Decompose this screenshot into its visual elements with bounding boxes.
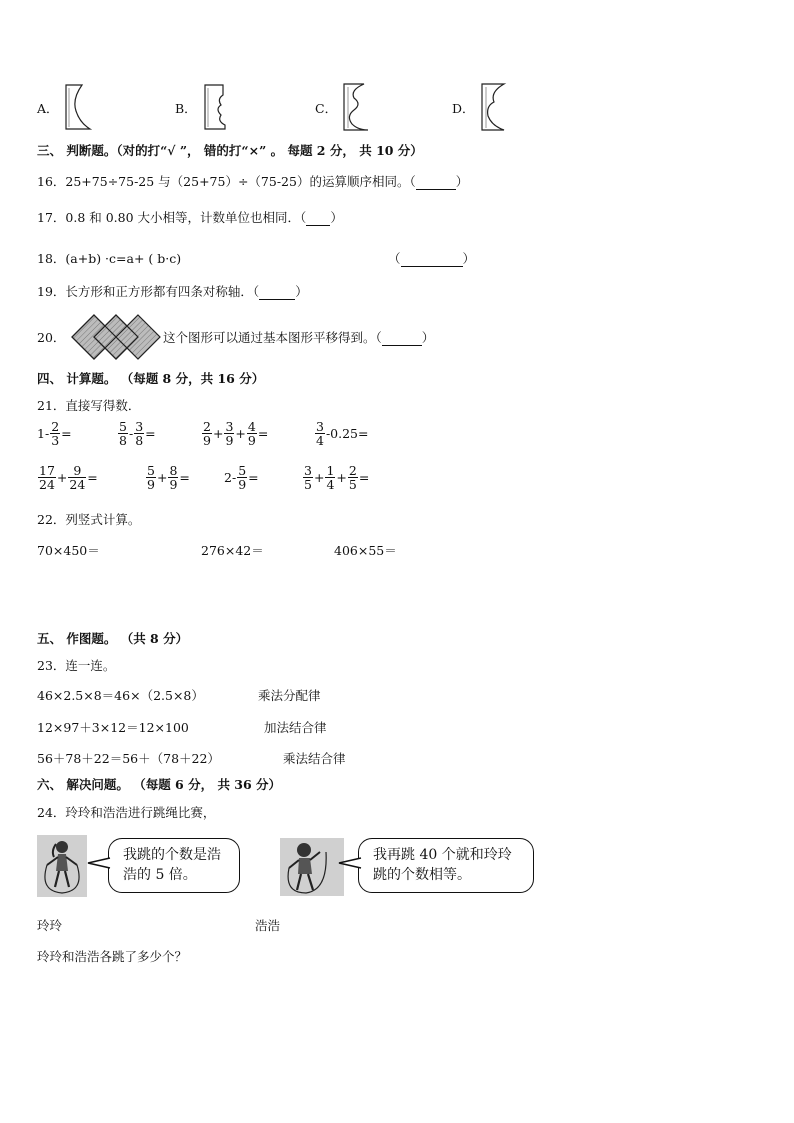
- fraction: $\frac{2}{9}$: [203, 419, 211, 449]
- calc-1-1: 1- $\frac{2}{3}$ =: [37, 419, 72, 449]
- fraction: $\frac{2}{5}$: [348, 463, 357, 493]
- fraction: $\frac{5}{8}$: [119, 419, 127, 449]
- question-24-prompt: 玲玲和浩浩各跳了多少个？: [37, 949, 188, 964]
- question-22-title: 22．列竖式计算。: [37, 512, 141, 527]
- fraction: $\frac{3}{5}$: [304, 463, 312, 493]
- answer-blank[interactable]: [382, 333, 422, 346]
- question-20: 这个图形可以通过基本图形平移得到。（ ）: [163, 330, 435, 345]
- option-b-figure: [203, 83, 231, 131]
- answer-blank[interactable]: [401, 254, 463, 267]
- fraction: $\frac{3}{9}$: [225, 419, 234, 449]
- fraction: $\frac{4}{9}$: [247, 419, 256, 449]
- option-b-label: B．: [175, 101, 197, 116]
- fraction: $\frac{2}{3}$: [51, 419, 60, 449]
- option-a-figure: [64, 83, 92, 131]
- calc-1-3: $\frac{2}{9}$ + $\frac{3}{9}$ + $\frac{4}{9}$ =: [203, 419, 269, 449]
- match-right-3[interactable]: 乘法结合律: [283, 751, 346, 766]
- match-left-2[interactable]: 12×97＋3×12＝12×100: [37, 720, 189, 735]
- section-5-title: 五、 作图题。 （共 8 分）: [37, 631, 189, 646]
- section-6-title: 六、 解决问题。 （每题 6 分， 共 36 分）: [37, 777, 282, 792]
- match-left-1[interactable]: 46×2.5×8＝46×（2.5×8）: [37, 688, 204, 703]
- fraction: $\frac{3}{4}$: [316, 419, 324, 449]
- fraction: $\frac{5}{9}$: [238, 463, 247, 493]
- option-d-label: D．: [452, 101, 475, 116]
- question-18: 18．(a+b) ·c=a+ ( b·c): [37, 251, 182, 266]
- calc-2-2: $\frac{5}{9}$ + $\frac{8}{9}$ =: [147, 463, 190, 493]
- speech-bubble-haohao: 我再跳 40 个就和玲玲跳的个数相等。: [358, 838, 534, 893]
- match-left-3[interactable]: 56＋78＋22＝56＋（78＋22）: [37, 751, 220, 766]
- section-3-title: 三、 判断题。（对的打“√ ”， 错的打“×” 。 每题 2 分， 共 10 分）: [37, 143, 423, 158]
- overlapping-diamonds-figure: [70, 313, 162, 361]
- bubble-tail: [337, 856, 363, 870]
- vertical-calc-3: 406×55＝: [334, 543, 397, 558]
- option-d-figure: [478, 82, 508, 132]
- calc-1-2: $\frac{5}{8}$ - $\frac{3}{8}$ =: [119, 419, 156, 449]
- vertical-calc-1: 70×450＝: [37, 543, 100, 558]
- fraction: $\frac{9}{24}$: [69, 463, 86, 493]
- option-c-label: C．: [315, 101, 338, 116]
- boy-jumping-rope-picture: [280, 838, 344, 896]
- option-c-figure: [340, 82, 370, 132]
- calc-2-3: 2- $\frac{5}{9}$ =: [224, 463, 259, 493]
- question-21-title: 21．直接写得数．: [37, 398, 141, 413]
- question-16: 16．25+75÷75-25 与（25+75）÷（75-25）的运算顺序相同。（ ）: [37, 174, 469, 189]
- answer-blank[interactable]: [306, 213, 330, 226]
- question-20-number: 20．: [37, 330, 66, 345]
- answer-blank[interactable]: [259, 287, 295, 300]
- question-17: 17．0.8 和 0.80 大小相等，计数单位也相同．（ ）: [37, 210, 343, 225]
- fraction: $\frac{5}{9}$: [147, 463, 155, 493]
- option-a-label: A．: [37, 101, 59, 116]
- match-right-1[interactable]: 乘法分配律: [258, 688, 321, 703]
- calc-2-1: $\frac{17}{24}$ + $\frac{9}{24}$ =: [39, 463, 98, 493]
- fraction: $\frac{8}{9}$: [169, 463, 178, 493]
- question-24-title: 24．玲玲和浩浩进行跳绳比赛，: [37, 805, 216, 820]
- fraction: $\frac{3}{8}$: [135, 419, 144, 449]
- answer-blank[interactable]: [416, 177, 456, 190]
- name-haohao: 浩浩: [255, 918, 281, 933]
- section-4-title: 四、 计算题。 （每题 8 分，共 16 分）: [37, 371, 265, 386]
- question-23-title: 23．连一连。: [37, 658, 116, 673]
- fraction: $\frac{1}{4}$: [326, 463, 335, 493]
- question-19: 19．长方形和正方形都有四条对称轴．（ ）: [37, 284, 308, 299]
- girl-jumping-rope-picture: [37, 835, 87, 897]
- question-18-answer: （ ）: [388, 251, 476, 266]
- vertical-calc-2: 276×42＝: [201, 543, 264, 558]
- calc-2-4: $\frac{3}{5}$ + $\frac{1}{4}$ + $\frac{2}{5}$ =: [304, 463, 370, 493]
- name-lingling: 玲玲: [37, 918, 63, 933]
- bubble-tail: [86, 856, 112, 870]
- calc-1-4: $\frac{3}{4}$ -0.25=: [316, 419, 369, 449]
- fraction: $\frac{17}{24}$: [39, 463, 55, 493]
- speech-bubble-lingling: 我跳的个数是浩浩的 5 倍。: [108, 838, 240, 893]
- match-right-2[interactable]: 加法结合律: [264, 720, 327, 735]
